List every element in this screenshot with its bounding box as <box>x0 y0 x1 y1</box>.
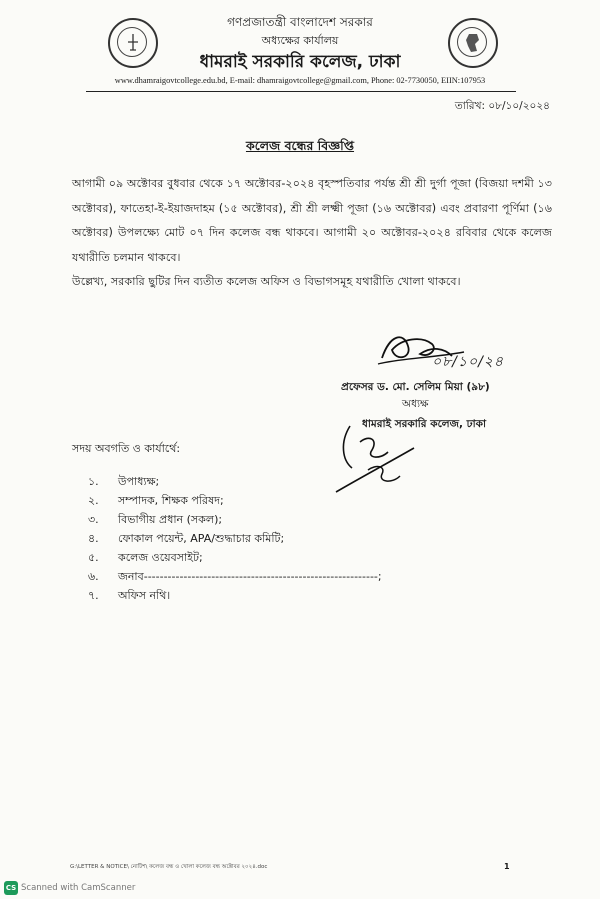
notice-note: উল্লেখ্য, সরকারি ছুটির দিন ব্যতীত কলেজ অফিস ও বিভাগসমূহ যথারীতি খোলা থাকবে। <box>72 275 461 288</box>
list-item: ১. উপাধ্যক্ষ; <box>88 475 160 488</box>
file-path: G:\LETTER & NOTICE\ নোটিশ\ কলেজ বন্ধ ও খোলা কলেজ বন্ধ অক্টোবর ২০২৪.doc <box>70 864 268 870</box>
signatory-designation: অধ্যক্ষ <box>402 398 429 410</box>
list-item: ২. সম্পাদক, শিক্ষক পরিষদ; <box>88 494 224 507</box>
signatory-name: প্রফেসর ড. মো. সেলিম মিয়া (৯৮) <box>341 381 490 393</box>
office-title: অধ্যক্ষের কার্যালয় <box>261 34 339 47</box>
camscanner-watermark: Scanned with CamScanner <box>21 883 136 893</box>
list-item: ৩. বিভাগীয় প্রধান (সকল); <box>88 513 223 526</box>
college-name: ধামরাই সরকারি কলেজ, ঢাকা <box>199 52 401 72</box>
camscanner-logo-icon: CS <box>4 881 18 895</box>
signatory-institution: ধামরাই সরকারি কলেজ, ঢাকা <box>362 418 487 430</box>
notice-title: কলেজ বন্ধের বিজ্ঞপ্তি <box>245 138 355 153</box>
list-item: ৫. কলেজ ওয়েবসাইট; <box>88 551 203 564</box>
list-item: ৭. অফিস নথি। <box>88 589 171 602</box>
list-item: ৬. জনাব-----------------------------------------------------------; <box>88 570 382 583</box>
page-number: 1 <box>504 862 510 871</box>
govt-title: গণপ্রজাতন্ত্রী বাংলাদেশ সরকার <box>227 15 373 29</box>
header-divider <box>86 91 516 92</box>
list-item: ৪. ফোকাল পয়েন্ট, APA/শুদ্ধাচার কমিটি; <box>88 532 285 545</box>
notice-date: তারিখ: ০৮/১০/২০২৪ <box>454 100 550 112</box>
distribution-heading: সদয় অবগতি ও কার্যার্থে: <box>72 442 181 455</box>
signature-date: ০৮/১০/২৪ <box>432 354 504 370</box>
contact-line: www.dhamraigovtcollege.edu.bd, E-mail: dhamraigovtcollege@gmail.com, Phone: 02-7730050, EIIN:107953 <box>114 76 486 85</box>
secondary-signature <box>330 412 420 502</box>
notice-body: আগামী ০৯ অক্টোবর বুধবার থেকে ১৭ অক্টোবর-২০২৪ বৃহস্পতিবার পর্যন্ত শ্রী শ্রী দুর্গা পূজা (বিজয়া দশমী ১৩ অক্টোবর), ফাতেহা-ই-ইয়াজদাহম (১৫ অক্টোবর), শ্রী শ্রী লক্ষ্মী পূজা (১৬ অক্টোবর) এবং প্রবারণা পূর্ণিমা (১৬ অক্টোবর) উপলক্ষ্যে মোট ০৭ দিন কলেজ বন্ধ থাকবে। আগামী ২০ অক্টোবর-২০২৪ রবিবার থেকে কলেজ যথারীতি চলমান থাকবে। <box>72 177 552 264</box>
